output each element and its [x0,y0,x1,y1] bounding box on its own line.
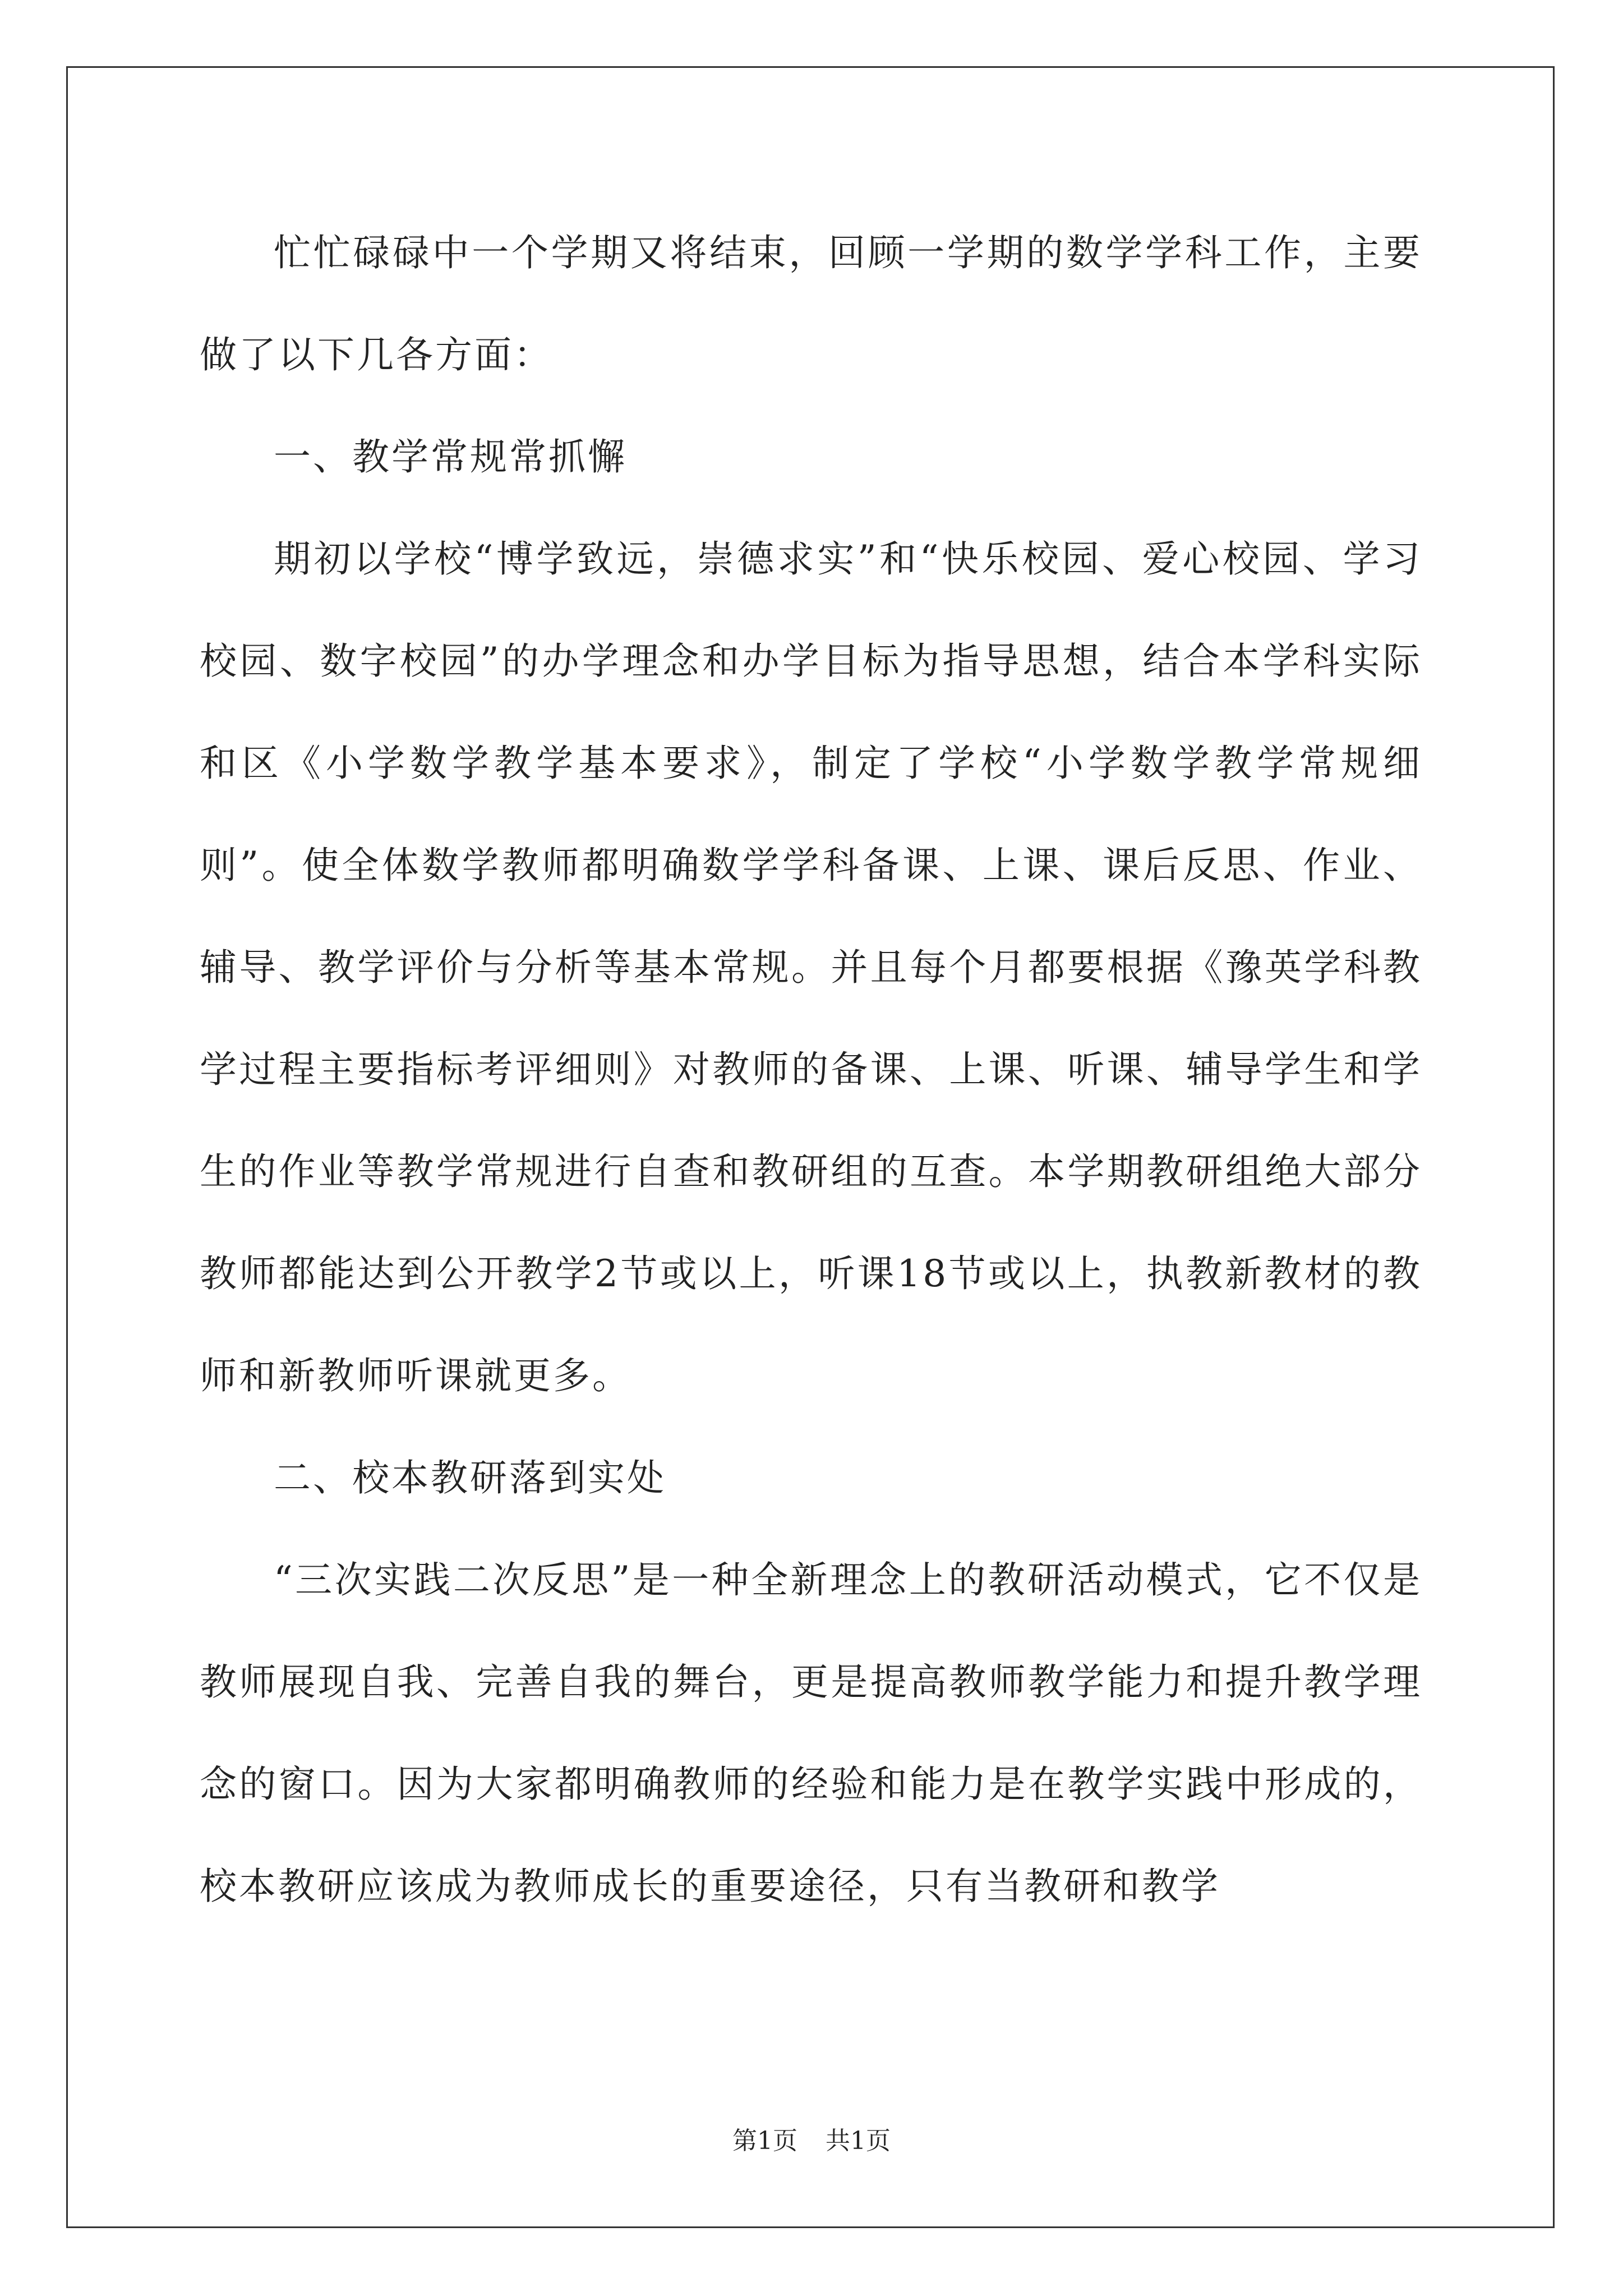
paragraph-intro: 忙忙碌碌中一个学期又将结束，回顾一学期的数学学科工作，主要做了以下几各方面： [200,231,1422,376]
paragraph-section-1: 期初以学校“博学致远，崇德求实”和“快乐校园、爱心校园、学习校园、数字校园”的办学理念和办学目标为指导思想，结合本学科实际和区《小学数学教学基本要求》，制定了学校“小学数学教学常规细则”。使全体数学教师都明确数学学科备课、上课、课后反思、作业、辅导、教学评价与分析等基本常规。并且每个月都要根据《豫英学科教学过程主要指标考评细则》对教师的备课、上课、听课、辅导学生和学生的作业等教学常规进行自查和教研组的互查。本学期教研组绝大部分教师都能达到公开教学2节或以上，听课18节或以上，执教新教材的教师和新教师听课就更多。 [200,537,1422,1397]
document-body [200,202,1422,1938]
page-total: 共1页 [826,2127,891,2155]
paragraph-section-2: “三次实践二次反思”是一种全新理念上的教研活动模式，它不仅是教师展现自我、完善自我的舞台，更是提高教师教学能力和提升教学理念的窗口。因为大家都明确教师的经验和能力是在教学实践中形成的，校本教研应该成为教师成长的重要途径，只有当教研和教学 [200,1558,1422,1908]
heading-section-2: 二、校本教研落到实处 [274,1456,666,1499]
heading-section-1: 一、教学常规常抓懈 [274,435,627,478]
page-footer [0,2120,1623,2156]
page-number: 第1页 [732,2127,797,2155]
